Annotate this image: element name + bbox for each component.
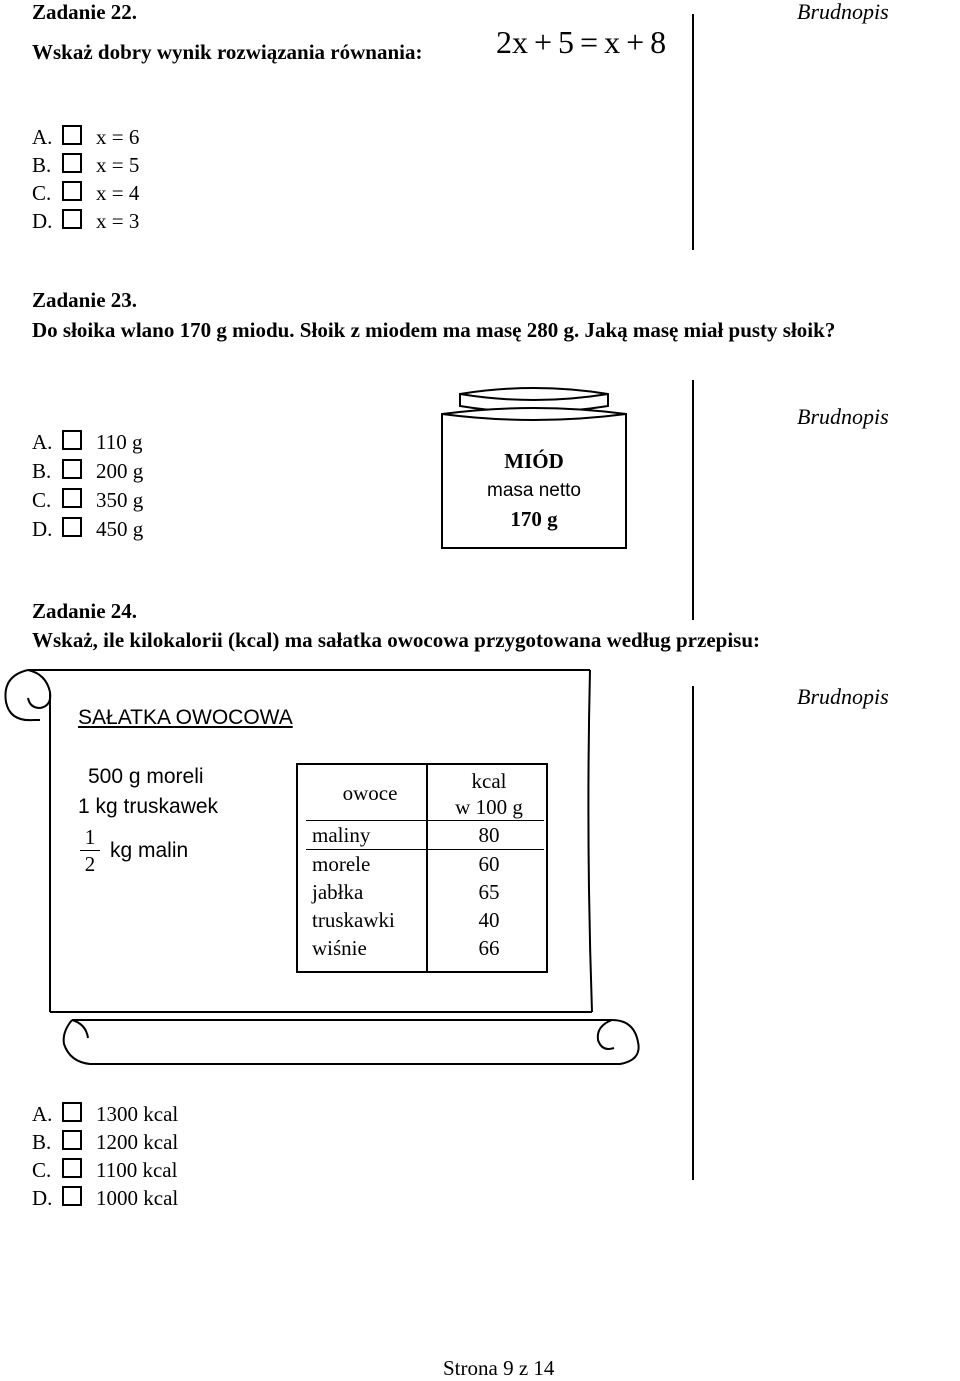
- draft-divider-3: [692, 686, 694, 1180]
- task22-option-b[interactable]: [32, 151, 139, 179]
- task22-title: Zadanie 22.: [32, 0, 138, 24]
- table-row: [306, 906, 544, 934]
- table-cell-kcal: 80: [478, 823, 500, 847]
- task22-option-a[interactable]: [32, 123, 139, 151]
- kcal-table: [306, 766, 544, 962]
- option-letter: A.: [32, 125, 53, 149]
- option-letter: D.: [32, 517, 53, 541]
- option-letter: B.: [32, 1130, 52, 1154]
- task23-option-c[interactable]: [32, 486, 143, 514]
- task23-option-d[interactable]: [32, 515, 143, 543]
- page-number: Strona 9 z 14: [443, 1356, 555, 1380]
- ingredient-item: 1 kg truskawek: [78, 795, 219, 818]
- table-cell-fruit: jabłka: [312, 880, 364, 904]
- jar-name: MIÓD: [504, 449, 564, 473]
- checkbox[interactable]: [62, 1130, 82, 1150]
- table-header-cell: [434, 766, 544, 821]
- task23-title: Zadanie 23.: [32, 288, 138, 312]
- checkbox[interactable]: [62, 125, 82, 145]
- table-cell-kcal: 60: [478, 852, 500, 876]
- task22-option-c[interactable]: [32, 179, 139, 207]
- option-text: 1300 kcal: [96, 1102, 179, 1126]
- checkbox[interactable]: [62, 1102, 82, 1122]
- draft-label: Brudnopis: [797, 0, 889, 24]
- checkbox[interactable]: [62, 181, 82, 201]
- option-text: 1100 kcal: [96, 1158, 178, 1182]
- table-cell-fruit: wiśnie: [312, 936, 367, 960]
- fraction-text: kg malin: [110, 839, 189, 862]
- task22-option-d[interactable]: [32, 207, 139, 235]
- option-letter: B.: [32, 153, 52, 177]
- task23-option-a[interactable]: [32, 428, 142, 456]
- option-letter: B.: [32, 459, 52, 483]
- checkbox[interactable]: [62, 430, 82, 450]
- draft-label: Brudnopis: [797, 404, 889, 429]
- task24-option-a[interactable]: [32, 1100, 178, 1128]
- task24-prompt: Wskaż, ile kilokalorii (kcal) ma sałatka owocowa przygotowana według przepisu:: [32, 628, 760, 652]
- draft-divider-2: [692, 380, 694, 620]
- option-text: 1200 kcal: [96, 1130, 179, 1154]
- task23-prompt: Do słoika wlano 170 g miodu. Słoik z miodem ma masę 280 g. Jaką masę miał pusty słoik?: [32, 318, 836, 342]
- option-letter: C.: [32, 488, 52, 512]
- option-text: 1000 kcal: [96, 1186, 179, 1210]
- jar-label: [476, 447, 592, 534]
- option-text: x = 6: [96, 125, 140, 149]
- option-text: x = 4: [96, 181, 140, 205]
- table-cell-fruit: maliny: [312, 823, 371, 847]
- table-cell-fruit: truskawki: [312, 908, 395, 932]
- checkbox[interactable]: [62, 1186, 82, 1206]
- fraction-denominator: 2: [84, 852, 96, 876]
- table-header-row: [306, 766, 544, 821]
- task24-option-b[interactable]: [32, 1128, 178, 1156]
- draft-label: Brudnopis: [797, 684, 889, 709]
- option-text: x = 3: [96, 209, 140, 233]
- table-header-kcal: kcal: [471, 769, 507, 793]
- ingredient-item: 500 g moreli: [88, 765, 204, 788]
- option-letter: D.: [32, 1186, 53, 1210]
- checkbox[interactable]: [62, 1158, 82, 1178]
- table-header-unit: w 100 g: [455, 795, 523, 819]
- task24-option-d[interactable]: [32, 1184, 178, 1212]
- draft-divider-1: [692, 14, 694, 250]
- table-cell-kcal: 65: [478, 880, 500, 904]
- option-text: 350 g: [96, 488, 144, 512]
- fraction-numerator: 1: [84, 825, 96, 849]
- table-cell-fruit: morele: [312, 852, 371, 876]
- recipe-title: SAŁATKA OWOCOWA: [78, 706, 293, 729]
- table-row: [306, 878, 544, 906]
- checkbox[interactable]: [62, 459, 82, 479]
- option-text: 450 g: [96, 517, 144, 541]
- option-letter: C.: [32, 181, 52, 205]
- task22-equation: 2x + 5 = x + 8: [496, 24, 667, 60]
- option-letter: A.: [32, 1102, 53, 1126]
- checkbox[interactable]: [62, 209, 82, 229]
- option-text: x = 5: [96, 153, 140, 177]
- checkbox[interactable]: [62, 517, 82, 537]
- table-row: [306, 934, 544, 962]
- table-row: [306, 850, 544, 879]
- checkbox[interactable]: [62, 488, 82, 508]
- option-text: 200 g: [96, 459, 144, 483]
- table-row: [306, 821, 544, 850]
- jar-weight: 170 g: [510, 507, 558, 531]
- checkbox[interactable]: [62, 153, 82, 173]
- option-letter: A.: [32, 430, 53, 454]
- option-letter: C.: [32, 1158, 52, 1182]
- task22-prompt: Wskaż dobry wynik rozwiązania równania:: [32, 40, 423, 64]
- table-cell-kcal: 66: [478, 936, 500, 960]
- table-cell-kcal: 40: [478, 908, 500, 932]
- fraction: [80, 824, 100, 877]
- jar-mass-label: masa netto: [487, 480, 581, 501]
- task24-title: Zadanie 24.: [32, 599, 138, 623]
- task23-option-b[interactable]: [32, 457, 143, 485]
- option-letter: D.: [32, 209, 53, 233]
- option-text: 110 g: [96, 430, 143, 454]
- task24-option-c[interactable]: [32, 1156, 177, 1184]
- table-column-divider: [426, 765, 428, 971]
- table-header-cell: owoce: [342, 781, 398, 805]
